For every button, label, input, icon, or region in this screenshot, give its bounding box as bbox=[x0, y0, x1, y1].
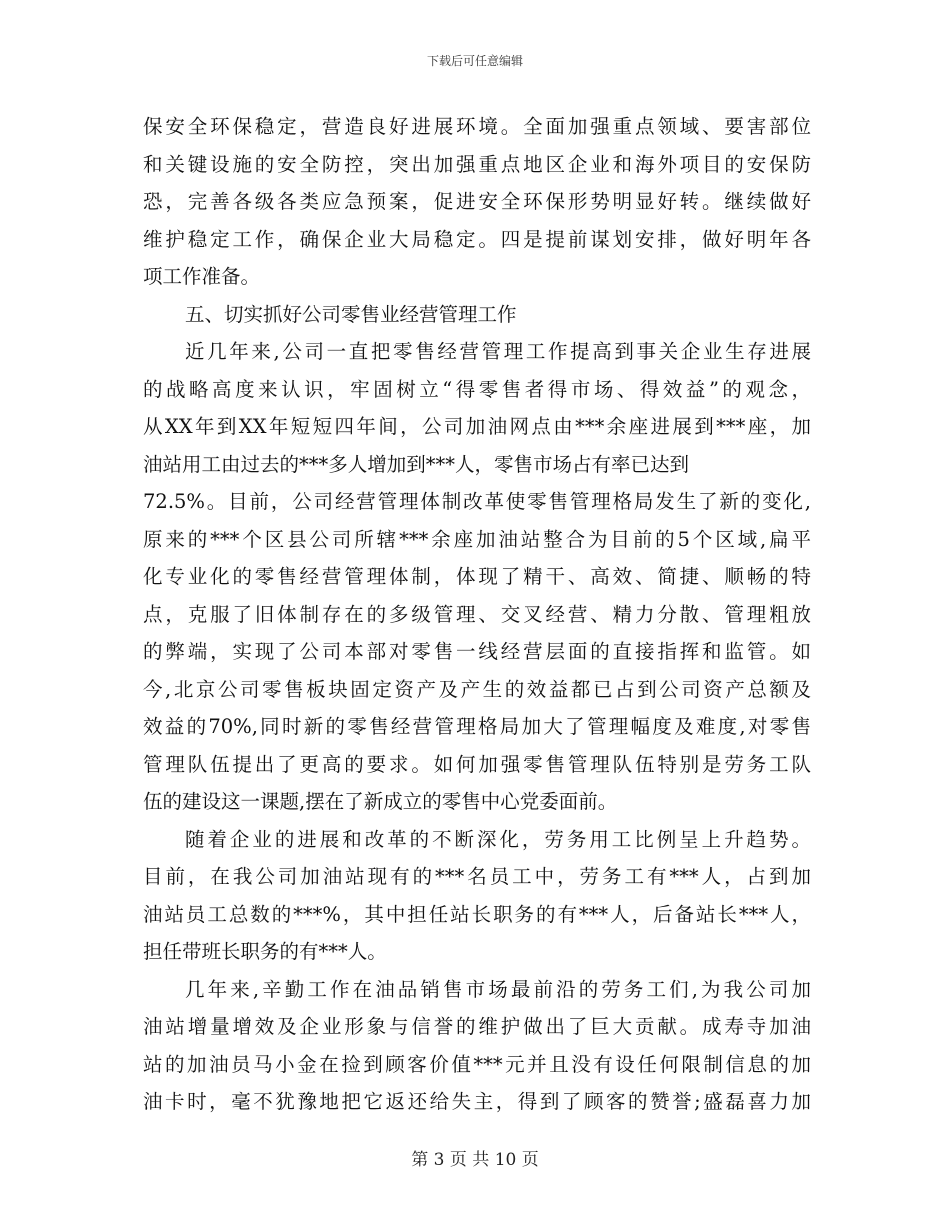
text-line: 的战略高度来认识，牢固树立“得零售者得市场、得效益”的观念， bbox=[143, 377, 811, 401]
text-line: 伍的建设这一课题,摆在了新成立的零售中心党委面前。 bbox=[143, 790, 618, 813]
page-footer: 第 3 页 共 10 页 bbox=[411, 1150, 539, 1170]
text-line: 管理队伍提出了更高的要求。如何加强零售管理队伍特别是劳务工队 bbox=[143, 752, 811, 776]
text-line: 几年来,辛勤工作在油品销售市场最前沿的劳务工们,为我公司加 bbox=[185, 977, 811, 1001]
text-line: 原来的***个区县公司所辖***余座加油站整合为目前的5个区域,扁平 bbox=[143, 527, 811, 551]
text-line: 随着企业的进展和改革的不断深化，劳务用工比例呈上升趋势。 bbox=[185, 827, 811, 851]
text-line: 五、切实抓好公司零售业经营管理工作 bbox=[185, 302, 517, 326]
document-body bbox=[143, 108, 811, 1121]
text-line: 目前，在我公司加油站现有的***名员工中，劳务工有***人，占到加 bbox=[143, 865, 811, 888]
text-line: 维护稳定工作，确保企业大局稳定。四是提前谋划安排，做好明年各 bbox=[143, 227, 811, 251]
text-line: 油站员工总数的***%，其中担任站长职务的有***人，后备站长***人， bbox=[143, 902, 811, 926]
text-line: 化专业化的零售经营管理体制，体现了精干、高效、简捷、顺畅的特 bbox=[143, 565, 811, 588]
text-line: 效益的70%,同时新的零售经营管理格局加大了管理幅度及难度,对零售 bbox=[143, 715, 811, 738]
text-line: 油站用工由过去的***多人增加到***人，零售市场占有率已达到 bbox=[143, 452, 690, 476]
text-line: 点，克服了旧体制存在的多级管理、交叉经营、精力分散、管理粗放 bbox=[143, 602, 811, 626]
text-line: 担任带班长职务的有***人。 bbox=[143, 940, 387, 963]
text-line: 站的加油员马小金在捡到顾客价值***元并且没有设任何限制信息的加 bbox=[143, 1052, 811, 1076]
text-line: 保安全环保稳定，营造良好进展环境。全面加强重点领域、要害部位 bbox=[143, 115, 811, 138]
text-line: 油站增量增效及企业形象与信誉的维护做出了巨大贡献。成寿寺加油 bbox=[143, 1015, 811, 1038]
text-line: 项工作准备。 bbox=[143, 265, 261, 288]
text-line: 近几年来,公司一直把零售经营管理工作提高到事关企业生存进展 bbox=[185, 340, 811, 363]
text-line: 油卡时，毫不犹豫地把它返还给失主，得到了顾客的赞誉;盛磊喜力加 bbox=[143, 1090, 811, 1113]
text-line: 恐，完善各级各类应急预案，促进安全环保形势明显好转。继续做好 bbox=[143, 190, 811, 213]
text-line: 的弊端，实现了公司本部对零售一线经营层面的直接指挥和监管。如 bbox=[143, 640, 811, 663]
page-header: 下载后可任意编辑 bbox=[426, 54, 523, 68]
text-line: 72.5%。目前，公司经营管理体制改革使零售管理格局发生了新的变化, bbox=[143, 490, 811, 513]
text-line: 和关键设施的安全防控，突出加强重点地区企业和海外项目的安保防 bbox=[143, 152, 811, 176]
text-line: 从XX年到XX年短短四年间，公司加油网点由***余座进展到***座，加 bbox=[143, 415, 811, 438]
text-line: 今,北京公司零售板块固定资产及产生的效益都已占到公司资产总额及 bbox=[143, 677, 811, 701]
